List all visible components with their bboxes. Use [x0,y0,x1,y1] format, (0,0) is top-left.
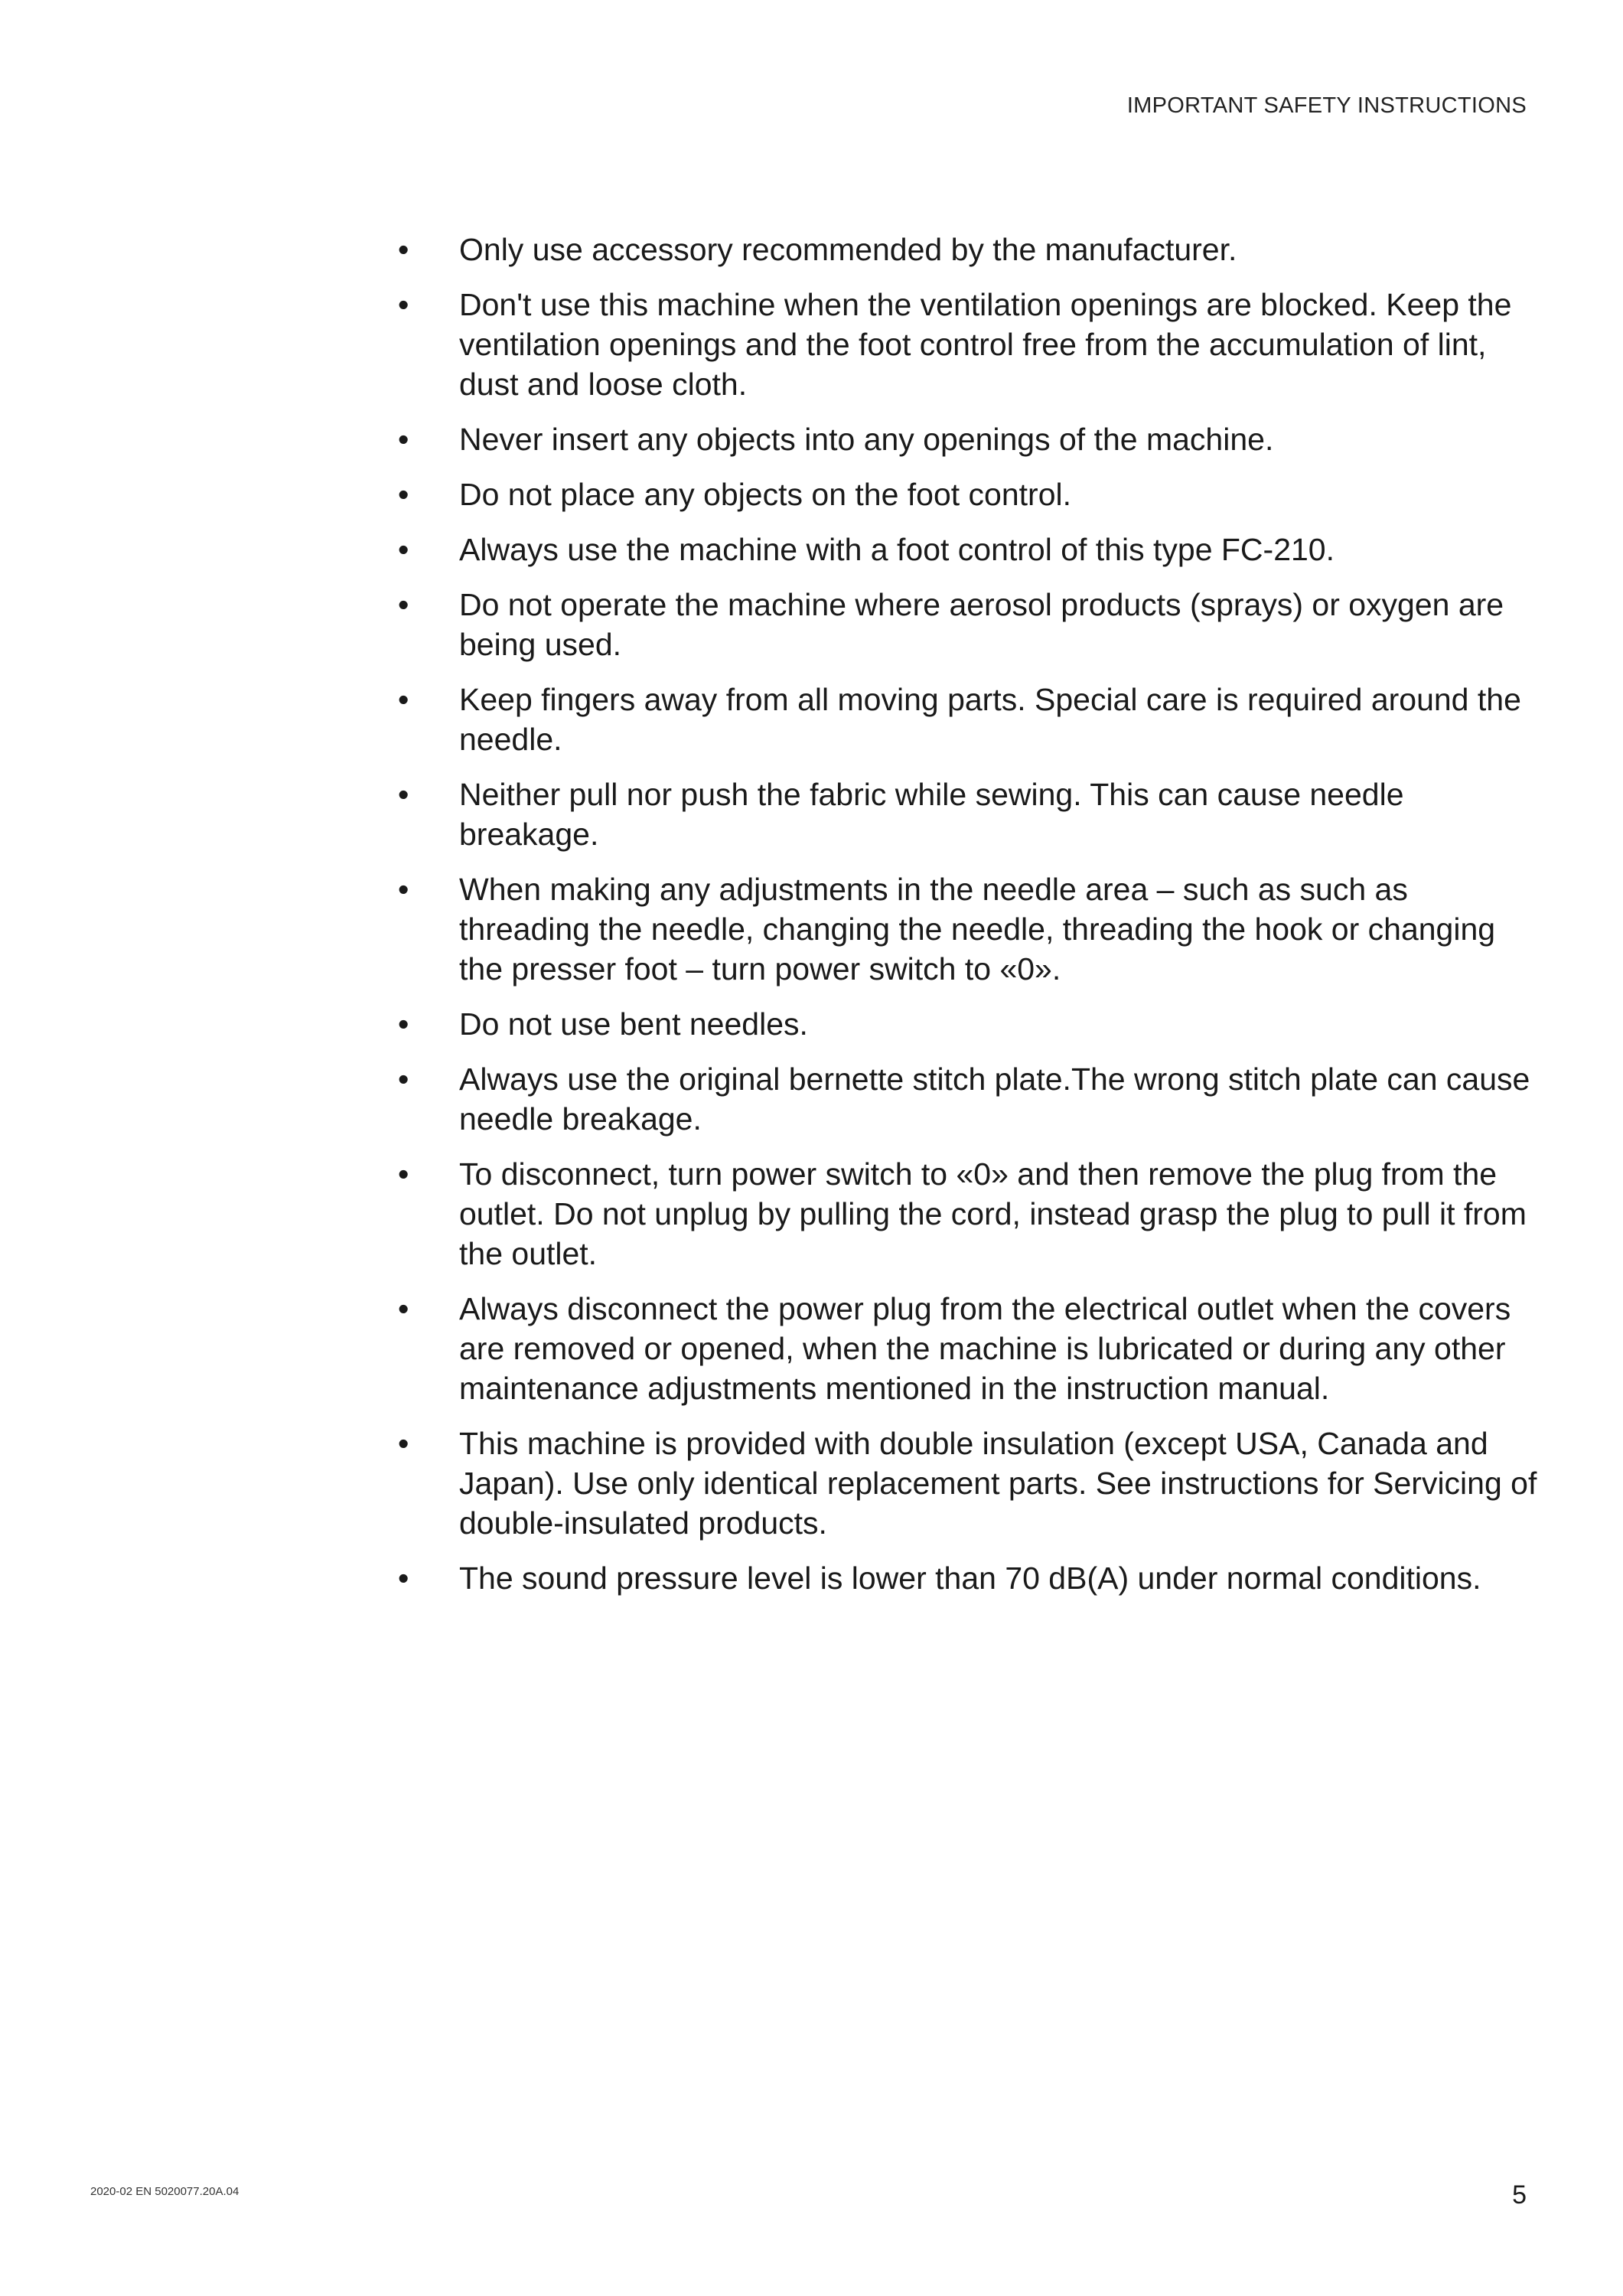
list-item [398,585,1538,664]
list-item [398,869,1538,989]
list-item-text: When making any adjustments in the needle area – such as such as threading the needle, changing the needle, threading the hook or changing the presser foot – turn power switch to «0». [459,872,1496,987]
list-item [398,680,1538,759]
list-item-text: Always disconnect the power plug from the electrical outlet when the covers are removed or opened, when the machine is lubricated or during any other maintenance adjustments mentioned in the instruction manual. [459,1291,1511,1406]
list-item-text: To disconnect, turn power switch to «0» and then remove the plug from the outlet. Do not unplug by pulling the cord, instead grasp the plug to pull it from the outlet. [459,1156,1527,1271]
list-item-text: Don't use this machine when the ventilation openings are blocked. Keep the ventilation openings and the foot control free from the accumulation of lint, dust and loose cloth. [459,287,1512,402]
page-number: 5 [1512,2180,1527,2210]
list-item [398,1424,1538,1543]
list-item-text: The sound pressure level is lower than 70 dB(A) under normal conditions. [459,1561,1481,1596]
list-item-text: Do not operate the machine where aerosol products (sprays) or oxygen are being used. [459,587,1504,662]
page-header-title: IMPORTANT SAFETY INSTRUCTIONS [1126,93,1527,118]
list-item-text: Keep fingers away from all moving parts. Special care is required around the needle. [459,682,1521,757]
list-item-text: Neither pull nor push the fabric while sewing. This can cause needle breakage. [459,777,1404,852]
list-item-text: Always use the machine with a foot control of this type FC-210. [459,532,1335,567]
list-item [398,775,1538,854]
bullet-icon: • [398,477,409,512]
list-item-text: This machine is provided with double insulation (except USA, Canada and Japan). Use only identical replacement parts. See instructions for Servicing of double-insulated products. [459,1426,1537,1541]
list-item [398,1154,1538,1274]
safety-instructions-content [398,230,1538,1613]
list-item [398,230,1538,269]
list-item-text: Do not use bent needles. [459,1006,808,1042]
bullet-icon: • [398,682,409,717]
list-item-text: Never insert any objects into any openings of the machine. [459,422,1274,457]
list-item-text: Always use the original bernette stitch plate.The wrong stitch plate can cause needle breakage. [459,1062,1530,1137]
list-item-text: Do not place any objects on the foot control. [459,477,1072,512]
bullet-icon: • [398,532,409,567]
safety-instructions-list [398,230,1538,1598]
bullet-icon: • [398,587,409,622]
document-code: 2020-02 EN 5020077.20A.04 [90,2185,240,2198]
list-item-text: Only use accessory recommended by the manufacturer. [459,232,1237,267]
bullet-icon: • [398,422,409,457]
bullet-icon: • [398,777,409,812]
bullet-icon: • [398,1062,409,1097]
list-item [398,530,1538,569]
bullet-icon: • [398,1006,409,1042]
bullet-icon: • [398,1426,409,1461]
list-item [398,1289,1538,1408]
bullet-icon: • [398,1561,409,1596]
bullet-icon: • [398,872,409,907]
bullet-icon: • [398,232,409,267]
bullet-icon: • [398,287,409,322]
list-item [398,1004,1538,1044]
list-item [398,475,1538,514]
list-item [398,419,1538,459]
list-item [398,285,1538,404]
bullet-icon: • [398,1156,409,1192]
bullet-icon: • [398,1291,409,1326]
list-item [398,1558,1538,1598]
list-item [398,1059,1538,1139]
